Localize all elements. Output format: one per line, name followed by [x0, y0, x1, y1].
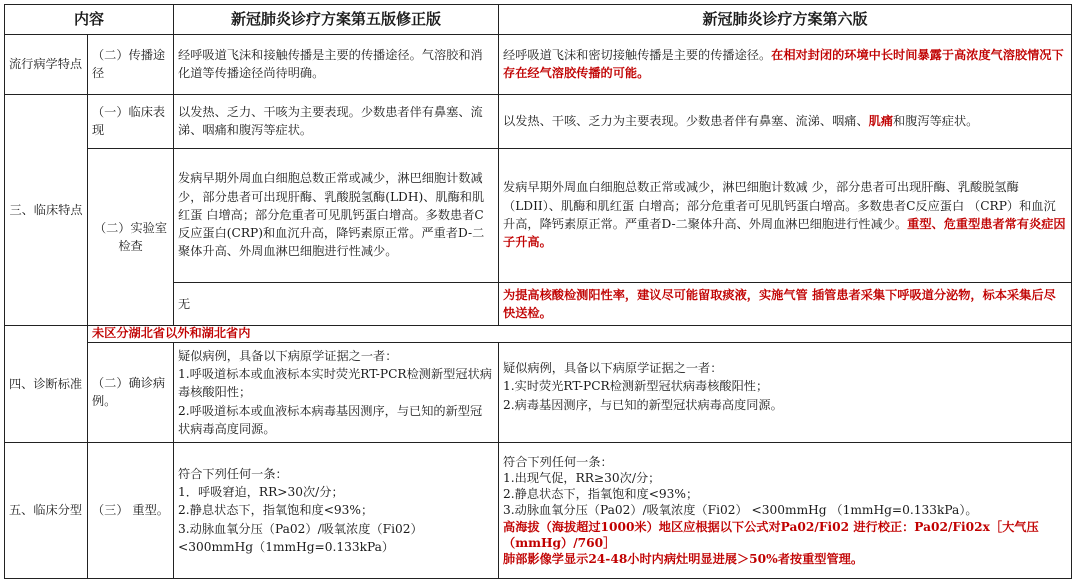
- v5-severe-line: 3.动脉血氧分压（Pa02）/吸氧浓度（Fi02）<300mmHg（1mmHg=0.133kPa）: [178, 521, 423, 554]
- v5-clinical-presentation: 以发热、乏力、干咳为主要表现。少数患者伴有鼻塞、流涕、咽痛和腹泻等症状。: [174, 94, 499, 148]
- v6-confirmed-case: [499, 342, 1072, 442]
- category-clinical: 三、临床特点: [5, 94, 88, 326]
- diagnosis-note: 未区分湖北省以外和湖北省内: [88, 326, 1072, 343]
- v5-severe-line: 2.静息状态下，指氧饱和度<93%；: [178, 503, 374, 518]
- v5-confirmed-line: 2.呼吸道标本或血液标本病毒基因测序，与已知的新型冠状病毒高度同源。: [178, 403, 483, 436]
- v5-severe-type: [174, 442, 499, 578]
- category-typing: 五、临床分型: [5, 442, 88, 578]
- category-epidemiology: 流行病学特点: [5, 34, 88, 94]
- v6-transmission-new: 在相对封闭的环境中长时间暴露于高浓度气溶胶情况下存在经气溶胶传播的可能。: [503, 47, 1064, 80]
- header-content: 内容: [5, 5, 174, 35]
- v6-lab-tests: [499, 148, 1072, 282]
- v6-confirmed-line: 2.病毒基因测序，与已知的新型冠状病毒高度同源。: [503, 397, 783, 412]
- row-severe-type: [5, 442, 1072, 578]
- v5-severe-line: 1．呼吸窘迫，RR>30次/分；: [178, 485, 344, 499]
- row-confirmed-case: [5, 342, 1072, 442]
- category-diagnosis: 四、诊断标准: [5, 326, 88, 443]
- v5-confirmed-line: 1.呼吸道标本或血液标本实时荧光RT-PCR检测新型冠状病 毒核酸阳性；: [178, 367, 492, 400]
- v6-severe-type: [499, 442, 1072, 578]
- v6-severe-new-line: 肺部影像学显示24-48小时内病灶明显进展＞50%者按重型管理。: [503, 551, 864, 566]
- row-diagnosis-note: [5, 326, 1072, 343]
- v6-clinical-presentation-new: 肌痛: [868, 113, 894, 128]
- sub-transmission: （二）传播途径: [88, 34, 174, 94]
- v5-severe-line: 符合下列任何一条：: [178, 466, 288, 481]
- row-lab-tests: [5, 148, 1072, 282]
- v6-severe-line: 3.动脉血氧分压（Pa02）/吸氧浓度（Fi02） <300mmHg （1mmHg=0.133kPa）。: [503, 503, 978, 518]
- v6-transmission: [499, 34, 1072, 94]
- header-v6: 新冠肺炎诊疗方案第六版: [499, 5, 1072, 35]
- v6-severe-line: 1.出现气促，RR≥30次/分；: [503, 471, 661, 486]
- v5-transmission: 经呼吸道飞沫和接触传播是主要的传播途径。气溶胶和消化道等传播途径尚待明确。: [174, 34, 499, 94]
- v6-confirmed-line: 1.实时荧光RT-PCR检测新型冠状病毒核酸阳性；: [503, 379, 769, 394]
- v6-lab-tests-new: 重型、危重型患者常有炎症因子升高。: [503, 217, 1066, 250]
- row-clinical-presentation: [5, 94, 1072, 148]
- v6-severe-line: 符合下列任何一条：: [503, 455, 613, 470]
- v6-severe-line: 2.静息状态下，指氧饱和度<93%；: [503, 487, 699, 502]
- header-row: [5, 5, 1072, 35]
- v6-sampling-new: 为提高核酸检测阳性率，建议尽可能留取痰液，实施气管 插管患者采集下呼吸道分泌物，标本采集后尽快送检。: [499, 282, 1072, 326]
- v6-clinical-presentation: [499, 94, 1072, 148]
- v5-confirmed-line: 疑似病例，具备以下病原学证据之一者：: [178, 348, 398, 363]
- v5-confirmed-case: [174, 342, 499, 442]
- sub-severe-type: （三） 重型。: [88, 442, 174, 578]
- header-v5: 新冠肺炎诊疗方案第五版修正版: [174, 5, 499, 35]
- v6-lab-tests-text: 发病早期外周血白细胞总数正常或减少，淋巴细胞计数减 少，部分患者可出现肝酶、乳酸脱氢酶 （LDII）、肌酶和肌红蛋 白增高；部分危重者可见肌钙蛋白增高。多数患者C反应蛋白 （CRP）和血沉升高，降钙素原正常。严重者D-二聚体升高、外周血淋巴细胞进行性减少。: [503, 180, 1056, 231]
- v6-transmission-text: 经呼吸道飞沫和密切接触传播是主要的传播途径。: [503, 47, 772, 62]
- v6-clinical-presentation-b: 和腹泻等症状。: [893, 113, 979, 128]
- sub-lab-tests: （二）实验室检查: [88, 148, 174, 326]
- v5-lab-tests: 发病早期外周血白细胞总数正常或减少，淋巴细胞计数减 少，部分患者可出现肝酶、乳酸脱氢酶(LDH)、肌酶和肌红蛋 白增高；部分危重者可见肌钙蛋白增高。多数患者C反应蛋白(CRP)和血沉升高，降钙素原正常。严重者D-二聚体升高、外周血淋巴细胞进行性减少。: [174, 148, 499, 282]
- v6-clinical-presentation-a: 以发热、干咳、乏力为主要表现。少数患者伴有鼻塞、流涕、咽痛、: [503, 113, 869, 128]
- row-epidemiology: [5, 34, 1072, 94]
- v5-sampling: 无: [174, 282, 499, 326]
- v6-severe-new-line: 高海拔（海拔超过1000米）地区应根据以下公式对Pa02/Fi02 进行校正：Pa02/Fi02x［大气压（mmHg）/760］: [503, 519, 1039, 550]
- comparison-table: [4, 4, 1072, 579]
- v6-confirmed-line: 疑似病例，具备以下病原学证据之一者：: [503, 360, 723, 375]
- sub-confirmed-case: （二）确诊病例。: [88, 342, 174, 442]
- sub-clinical-presentation: （一）临床表现: [88, 94, 174, 148]
